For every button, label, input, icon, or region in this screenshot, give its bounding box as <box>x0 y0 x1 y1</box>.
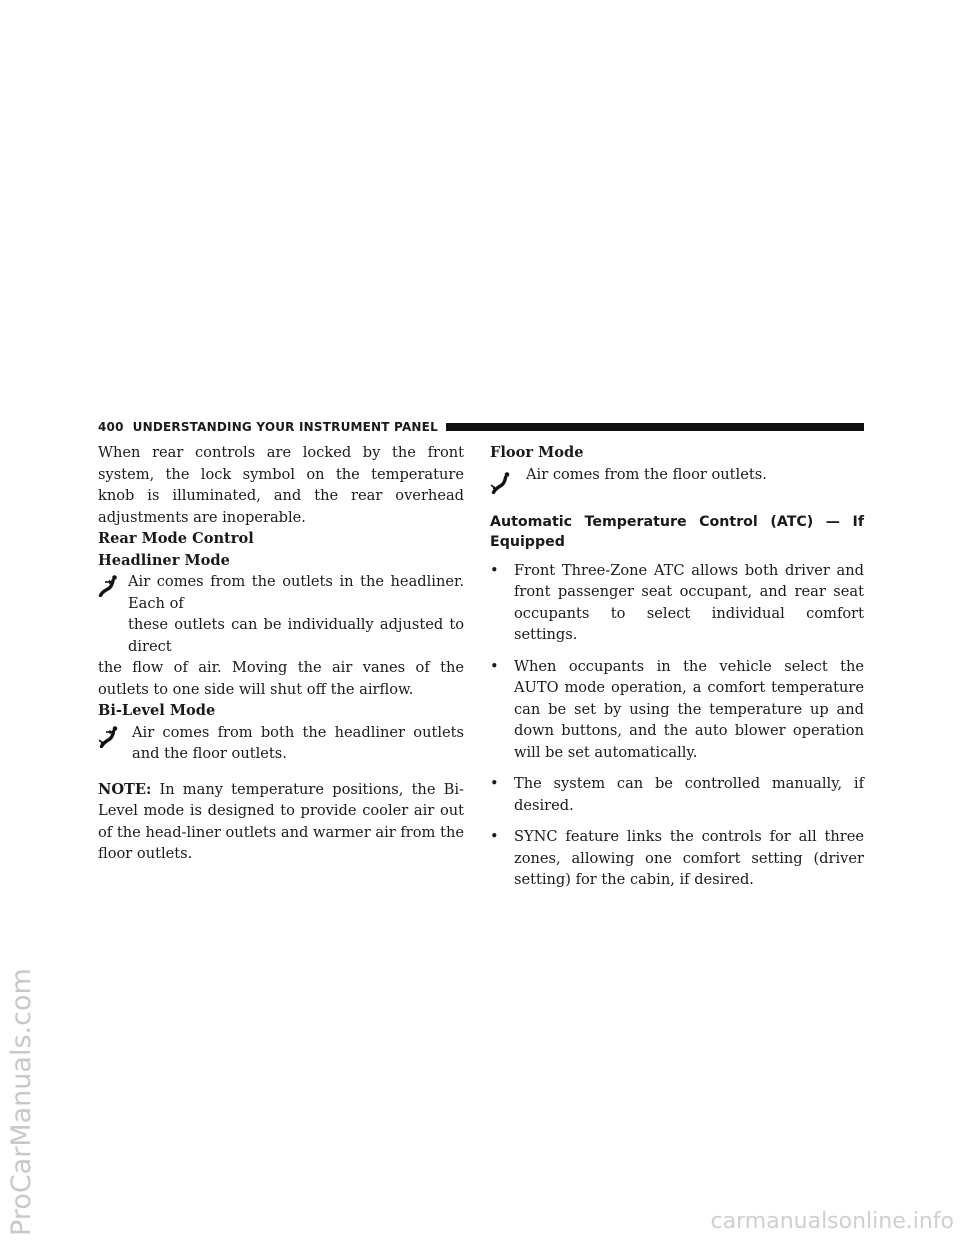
note-text: In many temperature positions, the Bi-Level mode is designed to provide cooler air out of the head-liner outlets and warmer air from the floor outlets. <box>98 780 464 862</box>
rear-mode-heading: Rear Mode Control <box>98 530 254 547</box>
bullet-marker: • <box>490 828 499 845</box>
bilevel-text: Air comes from both the headliner outlets and the floor outlets. <box>132 723 464 762</box>
intro-paragraph: When rear controls are locked by the front system, the lock symbol on the temperature knob is illuminated, and the rear overhead adjustments are inoperable. <box>98 444 464 526</box>
headliner-text-rest: the flow of air. Moving the air vanes of the outlets to one side will shut off the airflow. <box>98 659 464 698</box>
bullet-marker: • <box>490 775 499 792</box>
floor-mode-heading: Floor Mode <box>490 444 584 461</box>
list-item <box>490 826 864 891</box>
headliner-mode-block <box>98 571 464 700</box>
floor-mode-icon <box>490 472 514 494</box>
bullet-text: When occupants in the vehicle select the AUTO mode operation, a comfort temperature can be set by using the temperature up and down buttons, and the auto blower operation will be set automatically. <box>514 657 864 761</box>
headliner-mode-heading: Headliner Mode <box>98 551 230 569</box>
bilevel-mode-heading: Bi-Level Mode <box>98 702 216 719</box>
list-item <box>490 773 864 816</box>
bullet-marker: • <box>490 561 499 579</box>
atc-bullet-list <box>490 560 864 891</box>
list-item <box>490 656 864 764</box>
bullet-marker: • <box>490 657 499 675</box>
floor-mode-block <box>490 464 864 498</box>
atc-heading: Automatic Temperature Control (ATC) — If Equipped <box>490 513 864 550</box>
headliner-mode-icon <box>98 575 122 597</box>
headliner-text-line2: these outlets can be individually adjusted to direct <box>128 616 464 655</box>
bullet-text: Front Three-Zone ATC allows both driver and front passenger seat occupant, and rear seat occupants to select individual comfort settings. <box>514 561 864 643</box>
watermark-bottom: carmanualsonline.info <box>710 1209 954 1234</box>
right-column <box>490 442 864 891</box>
bullet-text: SYNC feature links the controls for all three zones, allowing one comfort setting (driver setting) for the cabin, if desired. <box>514 828 864 888</box>
page-number: 400 <box>98 420 124 434</box>
watermark-left <box>2 800 42 1240</box>
left-column <box>98 442 464 865</box>
bilevel-mode-icon <box>98 726 122 748</box>
section-title: UNDERSTANDING YOUR INSTRUMENT PANEL <box>132 420 438 434</box>
bilevel-mode-block <box>98 722 464 765</box>
page-header <box>98 420 864 434</box>
watermark-left-text: ProCarManuals.com <box>6 968 37 1236</box>
header-rule <box>446 423 864 431</box>
floor-mode-text: Air comes from the floor outlets. <box>526 465 767 483</box>
note-label: NOTE: <box>98 780 152 798</box>
list-item <box>490 560 864 646</box>
note-paragraph <box>98 779 464 865</box>
headliner-text-line1: Air comes from the outlets in the headliner. Each of <box>128 573 464 612</box>
bullet-text: The system can be controlled manually, if desired. <box>514 775 864 814</box>
